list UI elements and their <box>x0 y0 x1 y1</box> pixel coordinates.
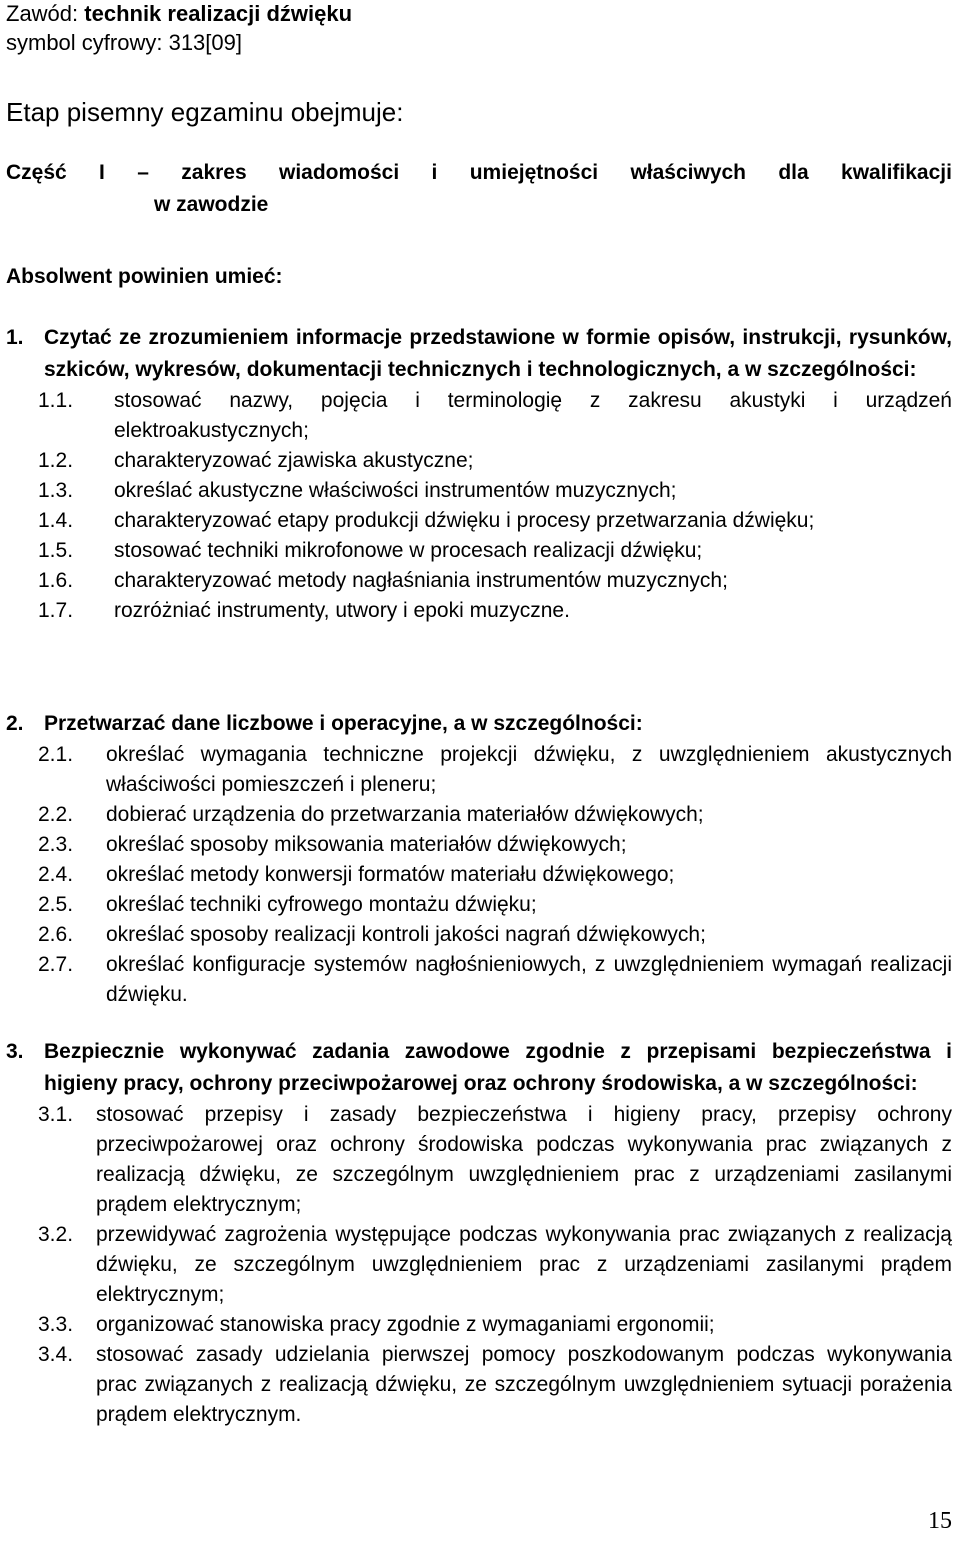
list-item-number: 3.4. <box>38 1343 74 1366</box>
list-item-text: określać konfiguracje systemów nagłośnieniowych, z uwzględnieniem wymagań realizacji dźwięku. <box>106 953 952 1006</box>
occupation-symbol: symbol cyfrowy: 313[09] <box>6 30 242 55</box>
part-heading-word: właściwych <box>630 161 747 184</box>
list-item-number: 3.1. <box>38 1103 74 1126</box>
list-item-text: stosować nazwy, pojęcia i terminologię z zakresu akustyki i urządzeń elektroakustycznych; <box>114 389 952 442</box>
list-item-number: 1.1. <box>38 389 74 412</box>
list-item <box>38 476 952 506</box>
part-heading-word: Część <box>6 161 67 184</box>
section-1 <box>6 322 952 626</box>
section-heading <box>6 322 952 386</box>
occupation-label: Zawód: <box>6 1 85 26</box>
list-item <box>38 740 952 800</box>
part-heading-word: wiadomości <box>279 161 400 184</box>
list-item <box>38 536 952 566</box>
section-items <box>6 386 952 626</box>
list-item-number: 2.3. <box>38 833 74 856</box>
list-item-text: przewidywać zagrożenia występujące podczas wykonywania prac związanych z realizacją dźwięku, ze szczególnym uwzględnieniem prac z urządzeniami zasilanymi prądem elektrycznym; <box>96 1223 952 1306</box>
list-item <box>38 830 952 860</box>
list-item-number: 2.1. <box>38 743 74 766</box>
list-item <box>38 566 952 596</box>
list-item-text: organizować stanowiska pracy zgodnie z wymaganiami ergonomii; <box>96 1313 715 1336</box>
part-heading-word: umiejętności <box>469 161 599 184</box>
section-title: Przetwarzać dane liczbowe i operacyjne, a w szczególności: <box>44 712 643 735</box>
section-heading <box>6 708 952 740</box>
section-2 <box>6 708 952 1010</box>
part-heading-word: zakres <box>181 161 247 184</box>
list-item <box>38 890 952 920</box>
section-number: 2. <box>6 712 24 735</box>
section-items <box>6 740 952 1010</box>
list-item-number: 2.4. <box>38 863 74 886</box>
list-item-text: dobierać urządzenia do przetwarzania materiałów dźwiękowych; <box>106 803 704 826</box>
list-item-text: określać wymagania techniczne projekcji dźwięku, z uwzględnieniem akustycznych właściwości pomieszczeń i pleneru; <box>106 743 952 796</box>
list-item <box>38 950 952 1010</box>
exam-stage-title: Etap pisemny egzaminu obejmuje: <box>6 97 404 127</box>
list-item-text: określać metody konwersji formatów materiału dźwiękowego; <box>106 863 675 886</box>
list-item-number: 2.6. <box>38 923 74 946</box>
list-item-text: określać akustyczne właściwości instrumentów muzycznych; <box>114 479 677 502</box>
list-item-text: charakteryzować zjawiska akustyczne; <box>114 449 474 472</box>
part-heading-line-2: w zawodzie <box>154 193 269 216</box>
list-item-number: 1.6. <box>38 569 74 592</box>
list-item-text: rozróżniać instrumenty, utwory i epoki muzyczne. <box>114 599 570 622</box>
list-item <box>38 920 952 950</box>
section-number: 1. <box>6 326 24 349</box>
list-item-text: określać sposoby realizacji kontroli jakości nagrań dźwiękowych; <box>106 923 706 946</box>
section-title: Bezpiecznie wykonywać zadania zawodowe zgodnie z przepisami bezpieczeństwa i higieny pracy, ochrony przeciwpożarowej oraz ochrony środowiska, a w szczególności: <box>44 1040 952 1095</box>
list-item-number: 2.2. <box>38 803 74 826</box>
list-item <box>38 1340 952 1430</box>
list-item-text: określać sposoby miksowania materiałów dźwiękowych; <box>106 833 627 856</box>
list-item-number: 1.7. <box>38 599 74 622</box>
part-heading-word: I <box>99 161 105 184</box>
list-item <box>38 800 952 830</box>
list-item <box>38 386 952 446</box>
list-item-number: 2.5. <box>38 893 74 916</box>
list-item-text: stosować zasady udzielania pierwszej pomocy poszkodowanym podczas wykonywania prac związanych z realizacją dźwięku, ze szczególnym uwzględnieniem sytuacji porażenia prądem elektrycznym. <box>96 1343 952 1426</box>
list-item-number: 3.2. <box>38 1223 74 1246</box>
part-heading-word: i <box>431 161 438 184</box>
part-heading <box>6 157 952 221</box>
list-item <box>38 596 952 626</box>
section-heading <box>6 1036 952 1100</box>
list-item <box>38 860 952 890</box>
part-heading-word: – <box>137 161 149 184</box>
list-item-number: 3.3. <box>38 1313 74 1336</box>
part-heading-line-1 <box>6 157 952 189</box>
part-heading-word: dla <box>778 161 809 184</box>
list-item-text: charakteryzować etapy produkcji dźwięku i procesy przetwarzania dźwięku; <box>114 509 815 532</box>
section-items <box>6 1100 952 1430</box>
graduate-should-heading: Absolwent powinien umieć: <box>6 265 283 288</box>
section-3 <box>6 1036 952 1430</box>
list-item-text: charakteryzować metody nagłaśniania instrumentów muzycznych; <box>114 569 728 592</box>
list-item <box>38 446 952 476</box>
list-item <box>38 506 952 536</box>
list-item-number: 1.3. <box>38 479 74 502</box>
list-item-number: 1.2. <box>38 449 74 472</box>
list-item <box>38 1100 952 1220</box>
list-item <box>38 1310 952 1340</box>
list-item <box>38 1220 952 1310</box>
list-item-text: stosować techniki mikrofonowe w procesach realizacji dźwięku; <box>114 539 703 562</box>
section-number: 3. <box>6 1040 24 1063</box>
occupation-line <box>6 0 352 28</box>
list-item-number: 1.4. <box>38 509 74 532</box>
list-item-number: 1.5. <box>38 539 74 562</box>
list-item-number: 2.7. <box>38 953 74 976</box>
section-title: Czytać ze zrozumieniem informacje przedstawione w formie opisów, instrukcji, rysunków, szkiców, wykresów, dokumentacji technicznych i technologicznych, a w szczególności: <box>44 326 952 381</box>
page-number: 15 <box>928 1508 952 1534</box>
list-item-text: określać techniki cyfrowego montażu dźwięku; <box>106 893 537 916</box>
occupation-name: technik realizacji dźwięku <box>84 1 353 26</box>
list-item-text: stosować przepisy i zasady bezpieczeństwa i higieny pracy, przepisy ochrony przeciwpożarowej oraz ochrony środowiska podczas wykonywania prac związanych z realizacją dźwięku, ze szczególnym uwzględnieniem prac z urządzeniami zasilanymi prądem elektrycznym; <box>96 1103 952 1216</box>
part-heading-word: kwalifikacji <box>841 161 952 184</box>
